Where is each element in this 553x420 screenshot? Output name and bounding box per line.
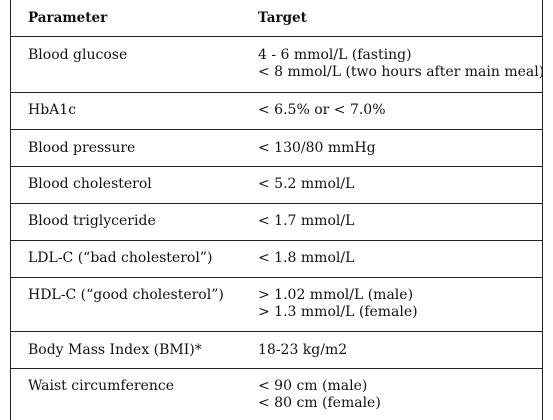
target-line: < 80 cm (female): [258, 395, 381, 411]
parameter-cell: Blood pressure: [28, 140, 136, 156]
target-line: < 6.5% or < 7.0%: [258, 102, 386, 118]
target-line: > 1.02 mmol/L (male): [258, 287, 414, 303]
table-row: [11, 241, 542, 278]
header-parameter: Parameter: [28, 10, 108, 26]
target-line: < 1.7 mmol/L: [258, 213, 355, 229]
target-cell: [258, 378, 381, 412]
parameter-cell: HDL-C (“good cholesterol”): [28, 287, 224, 303]
target-cell: [258, 287, 418, 321]
target-line: 4 - 6 mmol/L (fasting): [258, 47, 412, 63]
parameter-cell: HbA1c: [28, 102, 77, 118]
table-row: [11, 278, 542, 332]
parameter-cell: Waist circumference: [28, 378, 174, 394]
target-cell: [258, 250, 354, 267]
target-line: > 1.3 mmol/L (female): [258, 304, 418, 320]
parameter-cell: Blood glucose: [28, 47, 128, 63]
target-cell: [258, 47, 544, 81]
table-row: [11, 130, 542, 167]
target-line: < 90 cm (male): [258, 378, 368, 394]
header-target: Target: [258, 10, 307, 26]
target-line: < 1.8 mmol/L: [258, 250, 355, 266]
table-row: [11, 93, 542, 130]
table-row: [11, 167, 542, 204]
table-row: [11, 369, 542, 420]
table-row: [11, 332, 542, 369]
target-line: 18-23 kg/m2: [258, 342, 348, 358]
target-line: < 5.2 mmol/L: [258, 176, 355, 192]
table-header-row: [11, 0, 542, 37]
table-row: [11, 204, 542, 241]
target-line: < 130/80 mmHg: [258, 140, 376, 156]
target-cell: [258, 342, 347, 359]
target-cell: [258, 213, 354, 230]
targets-table: [10, 0, 543, 420]
target-cell: [258, 102, 386, 119]
parameter-cell: Blood triglyceride: [28, 213, 156, 229]
table-row: [11, 37, 545, 93]
target-cell: [258, 176, 354, 193]
parameter-cell: LDL-C (“bad cholesterol”): [28, 250, 213, 266]
parameter-cell: Body Mass Index (BMI)*: [28, 342, 202, 358]
target-line: < 8 mmol/L (two hours after main meal): [258, 64, 545, 80]
parameter-cell: Blood cholesterol: [28, 176, 152, 192]
target-cell: [258, 140, 376, 157]
